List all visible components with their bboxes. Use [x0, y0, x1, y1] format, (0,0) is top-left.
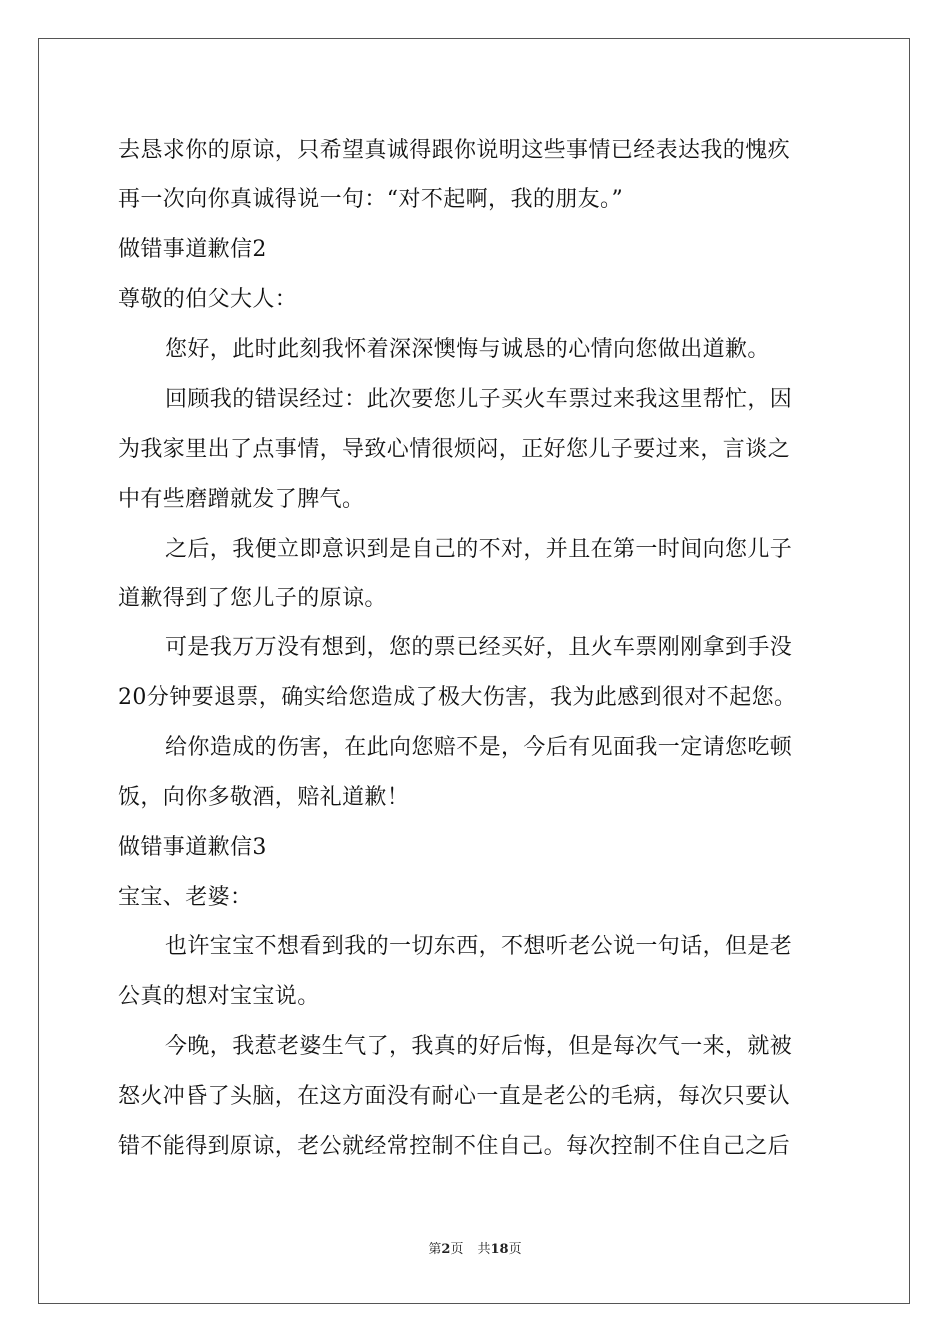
footer-page-suffix: 页 [450, 1242, 464, 1257]
body-line: 中有些磨蹭就发了脾气。 [118, 487, 365, 512]
footer-page-number: 2 [441, 1242, 451, 1257]
footer-total-prefix: 共 [477, 1242, 491, 1257]
footer-total-suffix: 页 [508, 1242, 522, 1257]
body-line: 20分钟要退票，确实给您造成了极大伤害，我为此感到很对不起您。 [118, 685, 797, 710]
body-line: 去恳求你的原谅，只希望真诚得跟你说明这些事情已经表达我的愧疚 [118, 138, 791, 163]
footer-total-pages: 18 [490, 1242, 509, 1257]
body-line: 您好，此时此刻我怀着深深懊悔与诚恳的心情向您做出道歉。 [165, 337, 770, 362]
body-line: 给你造成的伤害，在此向您赔不是，今后有见面我一定请您吃顿 [165, 735, 793, 760]
body-line: 怒火冲昏了头脑，在这方面没有耐心一直是老公的毛病，每次只要认 [118, 1084, 791, 1109]
salutation: 尊敬的伯父大人： [118, 287, 298, 312]
body-line: 之后，我便立即意识到是自己的不对，并且在第一时间向您儿子 [165, 537, 793, 562]
section-heading: 做错事道歉信2 [118, 237, 267, 262]
salutation: 宝宝、老婆： [118, 885, 253, 910]
body-line: 错不能得到原谅，老公就经常控制不住自己。每次控制不住自己之后 [118, 1134, 791, 1159]
body-line: 道歉得到了您儿子的原谅。 [118, 586, 387, 611]
page-footer [0, 1241, 950, 1259]
page-border [38, 38, 910, 1304]
body-line: 回顾我的错误经过：此次要您儿子买火车票过来我这里帮忙，因 [165, 387, 793, 412]
body-line: 再一次向你真诚得说一句：“对不起啊，我的朋友。” [118, 187, 624, 212]
body-line: 公真的想对宝宝说。 [118, 984, 320, 1009]
body-line: 今晚，我惹老婆生气了，我真的好后悔，但是每次气一来，就被 [165, 1034, 793, 1059]
footer-page-prefix: 第 [428, 1242, 442, 1257]
section-heading: 做错事道歉信3 [118, 835, 267, 860]
body-line: 饭，向你多敬酒，赔礼道歉！ [118, 785, 410, 810]
body-line: 可是我万万没有想到，您的票已经买好，且火车票刚刚拿到手没 [165, 635, 793, 660]
body-line: 为我家里出了点事情，导致心情很烦闷，正好您儿子要过来，言谈之 [118, 437, 791, 462]
body-line: 也许宝宝不想看到我的一切东西，不想听老公说一句话，但是老 [165, 934, 793, 959]
